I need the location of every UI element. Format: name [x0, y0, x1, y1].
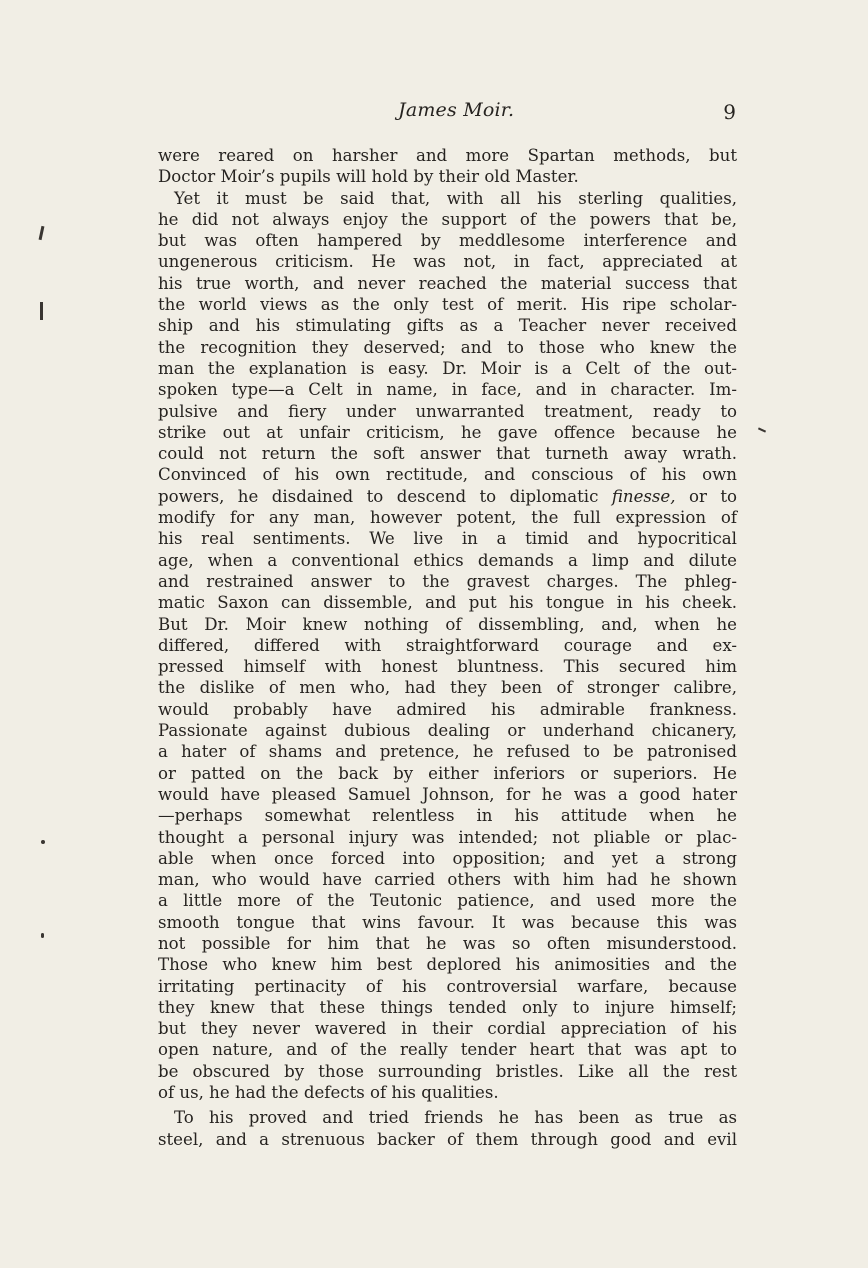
text-line: or patted on the back by either inferiors or superiors. He [158, 763, 737, 783]
text-line: would probably have admired his admirable frankness. [158, 699, 737, 719]
running-head-title: James Moir. [398, 99, 515, 121]
text-line: steel, and a strenuous backer of them through good and evil [158, 1129, 737, 1149]
text-line: To his proved and tried friends he has been as true as [174, 1108, 737, 1128]
text-line: strike out at unfair criticism, he gave offence because he [158, 422, 737, 442]
text-line: man, who would have carried others with him had he shown [158, 870, 737, 890]
text-line: But Dr. Moir knew nothing of dissembling, and, when he [158, 614, 737, 634]
paragraph-3 [158, 1107, 737, 1150]
text-line: ungenerous criticism. He was not, in fact, appreciated at [158, 252, 737, 272]
paragraph-1 [158, 145, 737, 188]
text-line: the world views as the only test of merit. His ripe scholar- [158, 295, 737, 315]
text-line: his real sentiments. We live in a timid and hypocritical [158, 529, 737, 549]
text-line: his true worth, and never reached the material success that [158, 273, 737, 293]
text-line: but was often hampered by meddlesome interference and [158, 231, 737, 251]
text-line: a hater of shams and pretence, he refused to be patronised [158, 742, 737, 762]
margin-speck [41, 840, 45, 844]
italic-word: finesse, [611, 486, 676, 506]
text-line: would have pleased Samuel Johnson, for he was a good hater [158, 784, 737, 804]
text-line: differed, differed with straightforward courage and ex- [158, 635, 737, 655]
text-line: could not return the soft answer that turneth away wrath. [158, 444, 737, 464]
body-text [158, 145, 737, 1150]
text-line: matic Saxon can dissemble, and put his tongue in his cheek. [158, 593, 737, 613]
text-segment: powers, he disdained to descend to diplomatic [158, 486, 599, 506]
text-line: pressed himself with honest bluntness. This secured him [158, 657, 737, 677]
margin-pencil-mark [758, 427, 766, 432]
text-line: —perhaps somewhat relentless in his attitude when he [158, 806, 737, 826]
margin-speck [41, 933, 44, 938]
paragraph-2 [158, 188, 737, 1104]
text-line: thought a personal injury was intended; not pliable or plac- [158, 827, 737, 847]
page-number: 9 [723, 100, 736, 124]
text-line: irritating pertinacity of his controversial warfare, because [158, 976, 737, 996]
text-line: be obscured by those surrounding bristles. Like all the rest [158, 1061, 737, 1081]
margin-pencil-mark [40, 302, 43, 320]
text-line: age, when a conventional ethics demands a limp and dilute [158, 550, 737, 570]
text-line: pulsive and fiery under unwarranted treatment, ready to [158, 401, 737, 421]
text-line: were reared on harsher and more Spartan methods, but [158, 146, 737, 165]
text-line: man the explanation is easy. Dr. Moir is a Celt of the out- [158, 358, 737, 378]
text-line: Yet it must be said that, with all his sterling qualities, [174, 188, 737, 208]
text-line: they knew that these things tended only to injure himself; [158, 997, 737, 1017]
running-head [160, 99, 736, 125]
text-line: able when once forced into opposition; and yet a strong [158, 848, 737, 868]
text-line: Those who knew him best deplored his animosities and the [158, 955, 737, 975]
margin-pencil-mark [39, 226, 45, 240]
text-segment: or to [688, 486, 738, 506]
text-line: of us, he had the defects of his qualities. [158, 1083, 499, 1103]
text-line: ship and his stimulating gifts as a Teacher never received [158, 316, 737, 336]
text-line: the dislike of men who, had they been of stronger calibre, [158, 678, 737, 698]
text-line: and restrained answer to the gravest charges. The phleg- [158, 571, 737, 591]
text-line: but they never wavered in their cordial appreciation of his [158, 1019, 737, 1039]
text-line: Passionate against dubious dealing or underhand chicanery, [158, 721, 737, 741]
text-line: a little more of the Teutonic patience, and used more the [158, 891, 737, 911]
text-line: Doctor Moir’s pupils will hold by their old Master. [158, 167, 579, 187]
text-line: he did not always enjoy the support of the powers that be, [158, 209, 737, 229]
text-line: smooth tongue that wins favour. It was because this was [158, 912, 737, 932]
text-line: the recognition they deserved; and to those who knew the [158, 337, 737, 357]
text-line: Convinced of his own rectitude, and conscious of his own [158, 465, 737, 485]
text-line: spoken type—a Celt in name, in face, and in character. Im- [158, 380, 737, 400]
text-line: not possible for him that he was so often misunderstood. [158, 933, 737, 953]
text-line-with-italic [158, 486, 737, 507]
text-line: open nature, and of the really tender heart that was apt to [158, 1040, 737, 1060]
text-line: modify for any man, however potent, the full expression of [158, 508, 737, 528]
